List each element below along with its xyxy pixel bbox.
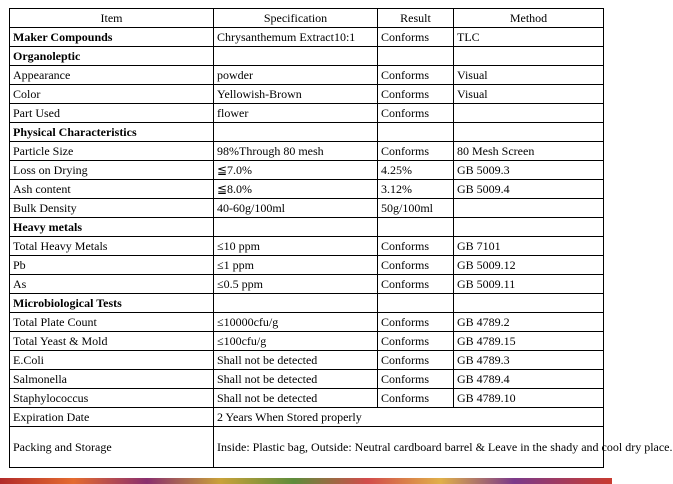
item-cell: Part Used (10, 104, 214, 123)
spec-cell (214, 294, 378, 313)
spec-cell: ≤10000cfu/g (214, 313, 378, 332)
item-cell: E.Coli (10, 351, 214, 370)
table-row (10, 199, 604, 218)
table-row (10, 427, 604, 468)
method-cell: GB 5009.4 (454, 180, 604, 199)
spec-cell (214, 123, 378, 142)
spec-cell: ≤100cfu/g (214, 332, 378, 351)
table-header-row (10, 9, 604, 28)
result-cell: Conforms (378, 370, 454, 389)
item-cell: Total Heavy Metals (10, 237, 214, 256)
table-row (10, 275, 604, 294)
method-cell (454, 199, 604, 218)
item-cell: Total Plate Count (10, 313, 214, 332)
method-cell (454, 123, 604, 142)
result-cell (378, 294, 454, 313)
table-row (10, 332, 604, 351)
result-cell (378, 123, 454, 142)
method-cell: Visual (454, 85, 604, 104)
table-row (10, 104, 604, 123)
spec-cell: 98%Through 80 mesh (214, 142, 378, 161)
result-cell: Conforms (378, 28, 454, 47)
method-cell (454, 47, 604, 66)
table-row (10, 85, 604, 104)
spec-cell: Yellowish-Brown (214, 85, 378, 104)
item-cell: Ash content (10, 180, 214, 199)
method-cell: GB 5009.11 (454, 275, 604, 294)
section-title: Microbiological Tests (10, 294, 214, 313)
spec-cell: Shall not be detected (214, 351, 378, 370)
merged-value-cell: 2 Years When Stored properly (214, 408, 604, 427)
spec-cell: ≤1 ppm (214, 256, 378, 275)
item-cell: Total Yeast & Mold (10, 332, 214, 351)
table-row (10, 161, 604, 180)
item-cell: Color (10, 85, 214, 104)
table-row (10, 389, 604, 408)
spec-cell: ≦7.0% (214, 161, 378, 180)
item-cell: Maker Compounds (10, 28, 214, 47)
result-cell: Conforms (378, 332, 454, 351)
section-row (10, 123, 604, 142)
result-cell: Conforms (378, 351, 454, 370)
result-cell: Conforms (378, 237, 454, 256)
result-cell: 3.12% (378, 180, 454, 199)
section-title: Organoleptic (10, 47, 214, 66)
spec-cell: ≤10 ppm (214, 237, 378, 256)
section-row (10, 47, 604, 66)
spec-cell: ≦8.0% (214, 180, 378, 199)
method-cell: GB 4789.10 (454, 389, 604, 408)
method-cell: GB 4789.2 (454, 313, 604, 332)
section-title: Physical Characteristics (10, 123, 214, 142)
item-cell: Loss on Drying (10, 161, 214, 180)
merged-value-cell: Inside: Plastic bag, Outside: Neutral cardboard barrel & Leave in the shady and cool dry place. (214, 427, 604, 468)
item-cell: Salmonella (10, 370, 214, 389)
item-cell: Staphylococcus (10, 389, 214, 408)
spec-cell: Chrysanthemum Extract10:1 (214, 28, 378, 47)
header-method: Method (454, 9, 604, 28)
specification-table (9, 8, 673, 468)
item-cell: Pb (10, 256, 214, 275)
result-cell: Conforms (378, 142, 454, 161)
item-cell: Packing and Storage (10, 427, 214, 468)
item-cell: Expiration Date (10, 408, 214, 427)
item-cell: Particle Size (10, 142, 214, 161)
table-row (10, 370, 604, 389)
method-cell: GB 4789.4 (454, 370, 604, 389)
result-cell: Conforms (378, 256, 454, 275)
result-cell: Conforms (378, 104, 454, 123)
decorative-photo-strip (0, 478, 612, 484)
table-row (10, 313, 604, 332)
section-row (10, 294, 604, 313)
method-cell: GB 4789.15 (454, 332, 604, 351)
method-cell (454, 218, 604, 237)
table-row (10, 351, 604, 370)
result-cell (378, 218, 454, 237)
result-cell: 4.25% (378, 161, 454, 180)
method-cell: GB 7101 (454, 237, 604, 256)
item-cell: Appearance (10, 66, 214, 85)
result-cell: Conforms (378, 389, 454, 408)
method-cell (454, 104, 604, 123)
result-cell (378, 47, 454, 66)
header-item: Item (10, 9, 214, 28)
header-specification: Specification (214, 9, 378, 28)
table-row (10, 66, 604, 85)
method-cell: GB 5009.3 (454, 161, 604, 180)
table-row (10, 28, 604, 47)
table-row (10, 180, 604, 199)
spec-cell: Shall not be detected (214, 389, 378, 408)
method-cell: Visual (454, 66, 604, 85)
result-cell: Conforms (378, 85, 454, 104)
spec-cell: 40-60g/100ml (214, 199, 378, 218)
method-cell: TLC (454, 28, 604, 47)
result-cell: Conforms (378, 66, 454, 85)
table-body (10, 28, 673, 468)
table-row (10, 142, 604, 161)
result-cell: 50g/100ml (378, 199, 454, 218)
spec-cell (214, 218, 378, 237)
method-cell: 80 Mesh Screen (454, 142, 604, 161)
section-title: Heavy metals (10, 218, 214, 237)
spec-cell: ≤0.5 ppm (214, 275, 378, 294)
item-cell: As (10, 275, 214, 294)
result-cell: Conforms (378, 275, 454, 294)
header-result: Result (378, 9, 454, 28)
spec-cell: powder (214, 66, 378, 85)
table-row (10, 408, 604, 427)
result-cell: Conforms (378, 313, 454, 332)
method-cell (454, 294, 604, 313)
method-cell: GB 4789.3 (454, 351, 604, 370)
section-row (10, 218, 604, 237)
table-row (10, 256, 604, 275)
item-cell: Bulk Density (10, 199, 214, 218)
spec-cell: flower (214, 104, 378, 123)
spec-cell: Shall not be detected (214, 370, 378, 389)
table-row (10, 237, 604, 256)
spec-cell (214, 47, 378, 66)
method-cell: GB 5009.12 (454, 256, 604, 275)
